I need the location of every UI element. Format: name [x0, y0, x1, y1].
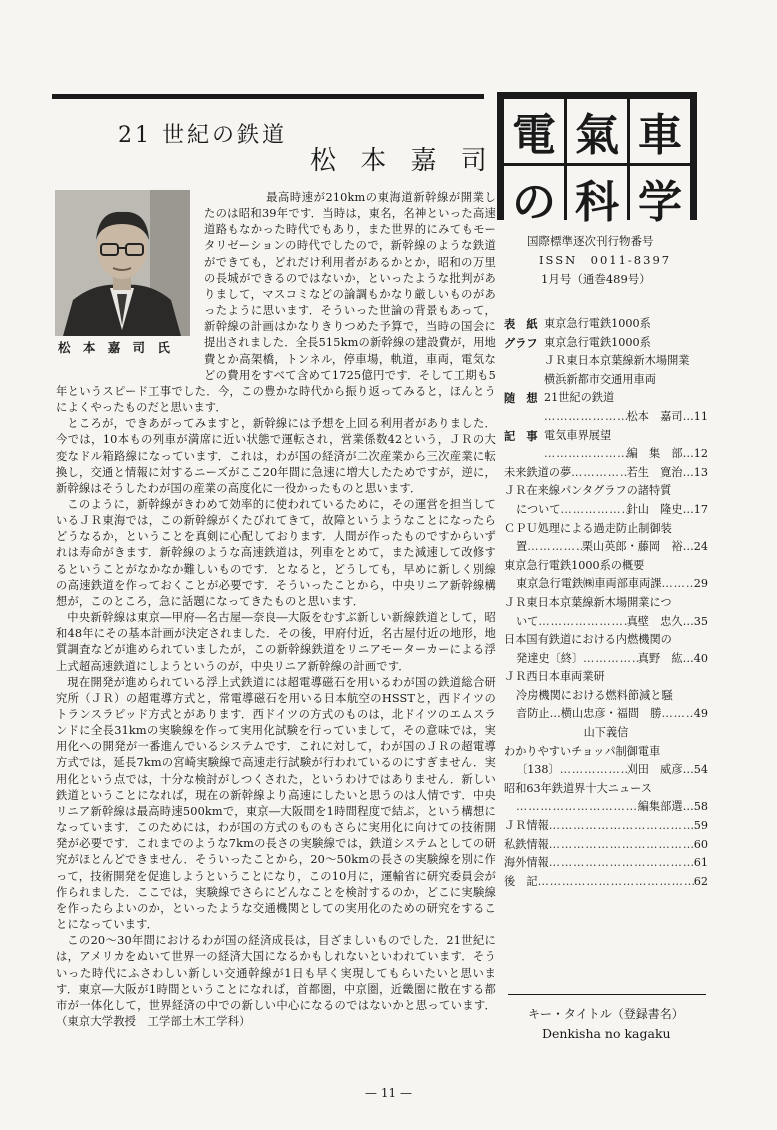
toc-entry: 置 …………………………………………………………………………………… 栗山英郎・藤岡 裕 … 24: [504, 538, 708, 557]
toc-text: 21世紀の鉄道: [544, 391, 615, 405]
page-number: — 11 —: [365, 1086, 412, 1100]
toc-page: 12: [693, 447, 708, 461]
toc-title: ＪＲ情報: [504, 819, 549, 833]
toc-label: グラフ: [504, 335, 538, 350]
toc-title: 昭和63年鉄道界十大ニュース: [504, 781, 652, 795]
toc-page: 62: [693, 874, 708, 888]
toc-entry: 音防止 … 横山忠彦・福間 勝 …………………………………………………………………………………… 49: [504, 705, 708, 724]
toc-author: 刈田 威彦: [626, 763, 683, 777]
essay-title: 21 世紀の鉄道: [118, 123, 287, 148]
toc-label: 記 事: [504, 428, 538, 443]
essay-author: 松 本 嘉 司: [310, 146, 495, 176]
logo-char: 学: [630, 166, 690, 230]
essay-paragraph: 最高時速が210kmの東海道新幹線が開業したのは昭和39年です．当時は，東名，名神といった高速道路もなかった時代でもあり，また世界的にみてもモータリゼーションの時代でしたので，新幹線のような鉄道ができても，どれだけ利用者があるかとか，昭和の万里の長城ができるのではないか，といったような批判がありまして，マスコミなどの論調もかなり厳しいものがあったように思います．そういった世論の背景もあって，新幹線の計画はかなりきりつめた予算で，当時の国会に提出されました．全長515kmの新幹線の建設費が，用地費とか高架橋，トンネル，停車場，軌道，車両，電気などの費用をすべて含めて1725億円です．そして工期も5年というスピード工事でした．今，この豊かな時代から振り返ってみると，ほんとうによくやったものだと思います．: [56, 191, 496, 415]
essay-body: [56, 190, 496, 1030]
toc-title: 未来鉄道の夢: [504, 465, 572, 479]
toc-page: 11: [693, 409, 708, 423]
issn-number: ISSN 0011-8397: [539, 253, 672, 267]
key-title-label: キー・タイトル（登録書名）: [528, 1007, 684, 1021]
toc-page: 35: [693, 614, 708, 628]
toc-sub: 冷房機関における燃料節減と騒: [516, 688, 673, 702]
toc-author: 編 集 部: [626, 447, 683, 461]
divider: [508, 994, 706, 995]
toc-author: 編集部選: [637, 800, 683, 814]
toc-title: ＪＲ西日本車両業研: [504, 670, 605, 684]
toc-sub: いて: [516, 614, 539, 628]
toc-entry: …………………………………………………………………………………… 編 集 部 … 12: [504, 445, 708, 464]
toc-entry: いて …………………………………………………………………………………… 真壁 忠久 … 35: [504, 613, 708, 632]
logo-char: 車: [630, 99, 690, 163]
logo-char: 氣: [567, 99, 627, 163]
toc-author: 針山 隆史: [626, 502, 683, 516]
issue-number: 1月号（通巻489号）: [541, 272, 651, 286]
toc-graph-row: [504, 334, 708, 353]
toc-title: ＪＲ在来線パンタグラフの諸特質: [504, 484, 672, 498]
toc-title: ＣＰＵ処理による過走防止制御装: [504, 521, 672, 535]
toc-page: 61: [693, 856, 708, 870]
toc-page: 49: [693, 707, 708, 721]
toc-page: 58: [693, 800, 708, 814]
toc-entry: [504, 817, 708, 836]
toc-title: 日本国有鉄道における内燃機関の: [504, 633, 672, 647]
issn-label: 国際標準逐次刊行物番号: [527, 234, 654, 248]
toc-title: 海外情報: [504, 856, 549, 870]
toc-author: 松本 嘉司: [626, 409, 683, 423]
toc-title: 後 記: [504, 874, 538, 888]
toc-sub: 〔138〕: [516, 763, 560, 777]
toc-page: 24: [693, 540, 708, 554]
toc-label: 表 紙: [504, 317, 538, 331]
toc-entry: …………………………………………………………………………………… 編集部選 … 58: [504, 798, 708, 817]
toc-page: 17: [693, 502, 708, 516]
toc-entry: …………………………………………………………………………………… 松本 嘉司 … 11: [504, 408, 708, 427]
toc-sub: 音防止: [516, 707, 550, 721]
toc-text: 電気車界展望: [544, 428, 612, 442]
toc-article-row: [504, 427, 708, 446]
toc-author: 真野 紘: [637, 651, 683, 665]
logo-char: 電: [504, 99, 564, 163]
toc-title: 私鉄情報: [504, 837, 549, 851]
toc-title: わかりやすいチョッパ制御電車: [504, 744, 661, 758]
toc-page: 13: [693, 465, 708, 479]
toc-page: 40: [693, 651, 708, 665]
toc-sub: 置: [516, 540, 528, 554]
toc-author: 栗山英郎・藤岡 裕: [581, 540, 683, 554]
table-of-contents: [504, 315, 708, 891]
essay-paragraph: 現在開発が進められている浮上式鉄道には超電導磁石を用いるわが国の鉄道総合研究所（ＪＲ）の超電導方式と，常電導磁石を用いる日本航空のHSSTと，西ドイツのトランスラピッド方式とがあります．西ドイツの方式のものは，北ドイツのエムスランドに全長31kmの実験線を作って実用化試験を行っていまして，その意味では，実用化への開発が一番進んでいるシステムです．これに対して，わが国のＪＲの超電導方式では，延長7kmの宮崎実験線で高速走行試験が行われているのにすぎません．実用化という点では，十分な検討がしつくされた，というわけではありません．新しい鉄道ということになれば，現在の新幹線より高速にしたいと思うのは人情です．中央リニア新幹線は最高時速500kmで，東京―大阪間を1時間程度で結ぶ，という構想になっています．このためには，わが国の方式のものもさらに実用化に向けての技術開発が必要です．これまでのような7kmの長さの実験線では，鉄道システムとしての研究がほとんどできません．そういったことから，20～50kmの長さの実験線を別に作って，技術開発を促進しようということになり，この10月に，運輸省に研究委員会が作られました．ここでは，実験線でさらにどんなことを検討するのか，どこに実験線を作ったらよいのか，といったような交通機関としての実用化のための研究をすることになっています．: [56, 675, 496, 932]
toc-entry: [504, 873, 708, 892]
essay-paragraph: ところが，できあがってみますと，新幹線には予想を上回る利用者がありました．今では，10本もの列車が満席に近い状態で運転され，営業係数42という，ＪＲの大変なドル箱路線になっています．これは，わが国の経済が二次産業から三次産業に転換し，交通と情報に対するニーズがここ20年間に急速に増大したためですが，逆に，新幹線はそうしたわが国の産業の高度化に一役かったものと思います．: [56, 417, 496, 495]
essay-paragraph: この20～30年間におけるわが国の経済成長は，目ざましいものでした．21世紀には，アメリカをぬいて世界一の経済大国になるかもしれないといわれています．そういった時代にふさわしい新しい交通幹線が1日も早く実現してもらいたいと思います．東京―大阪が1時間ということになれば，首都圏，中京圏，近畿圏に散在する都市が一体化して，世界経済の中での新しい中心になるのではないかと思っています．（東京大学教授 工学部土木工学科）: [56, 934, 496, 1028]
toc-author: 若生 寛治: [626, 465, 683, 479]
magazine-logo: [497, 92, 697, 228]
key-title-block: [528, 1004, 684, 1044]
photo-space: [56, 190, 204, 368]
toc-author: 真壁 忠久: [626, 614, 683, 628]
toc-essay-row: [504, 389, 708, 408]
logo-char: 科: [567, 166, 627, 230]
issn-block: [527, 232, 671, 289]
toc-cover-row: [504, 315, 708, 334]
toc-entry: について …………………………………………………………………………………… 針山 隆史 … 17: [504, 501, 708, 520]
toc-sub: について: [516, 502, 561, 516]
toc-text: 東京急行電鉄1000系: [544, 335, 651, 349]
toc-entry: [504, 854, 708, 873]
toc-entry: 〔138〕 …………………………………………………………………………………… 刈田 威彦 … 54: [504, 761, 708, 780]
toc-entry: [504, 836, 708, 855]
toc-entry: 未来鉄道の夢 …………………………………………………………………………………… 若生 寛治 … 13: [504, 464, 708, 483]
toc-page: 59: [693, 819, 708, 833]
key-title-romaji: Denkisha no kagaku: [542, 1026, 671, 1041]
toc-text: ＪＲ東日本京葉線新木場開業: [544, 354, 690, 368]
essay-paragraph: このように，新幹線がきわめて効率的に使われているために，その運営を担当しているＪＲ東海では，この新幹線がくたびれてきて，故障というようなことになったらどうなるか，ということを真剣に心配しております．人間が作ったものですからいずれは寿命がきます．新幹線のような高速鉄道は，列車をとめて，また減速して改修するということがなかなか難しいものです．となると，どうしても，早めに新しく別線の高速鉄道を作っておくことが必要です．そういったことから，中央リニア新幹線構想が，このところ，急に話題になってきたものと思います．: [56, 497, 496, 608]
toc-sub: 発達史〔終〕: [516, 651, 584, 665]
toc-page: 29: [693, 577, 708, 591]
toc-entry: [504, 575, 708, 594]
logo-char: の: [504, 166, 564, 230]
top-rule: [52, 94, 484, 99]
toc-text: 東京急行電鉄1000系: [544, 317, 651, 330]
essay-paragraph: 中央新幹線は東京―甲府―名古屋―奈良―大阪をむすぶ新しい新線鉄道として，昭和48年にその基本計画が決定されました．その後，甲府付近，名古屋付近の地形，地質調査などが進められていましたが，この新幹線鉄道をリニアモーターカーによる浮上式超高速鉄道にしようというのが，中央リニア新幹線の計画です．: [56, 611, 496, 673]
toc-author: 山下義信: [583, 726, 629, 740]
toc-page: 54: [693, 763, 708, 777]
toc-title: 東京急行電鉄1000系の概要: [504, 558, 645, 572]
toc-text: 横浜新都市交通用車両: [544, 372, 656, 386]
toc-author: 横山忠彦・福間 勝: [560, 707, 662, 721]
toc-sub: 東京急行電鉄㈱車両部車両課: [516, 577, 662, 591]
toc-entry: 発達史〔終〕 …………………………………………………………………………………… 真野 紘 … 40: [504, 650, 708, 669]
photo-caption: 松 本 嘉 司 氏: [58, 340, 174, 355]
toc-page: 60: [693, 837, 708, 851]
toc-title: ＪＲ東日本京葉線新木場開業につ: [504, 595, 672, 609]
toc-label: 随 想: [504, 391, 538, 406]
